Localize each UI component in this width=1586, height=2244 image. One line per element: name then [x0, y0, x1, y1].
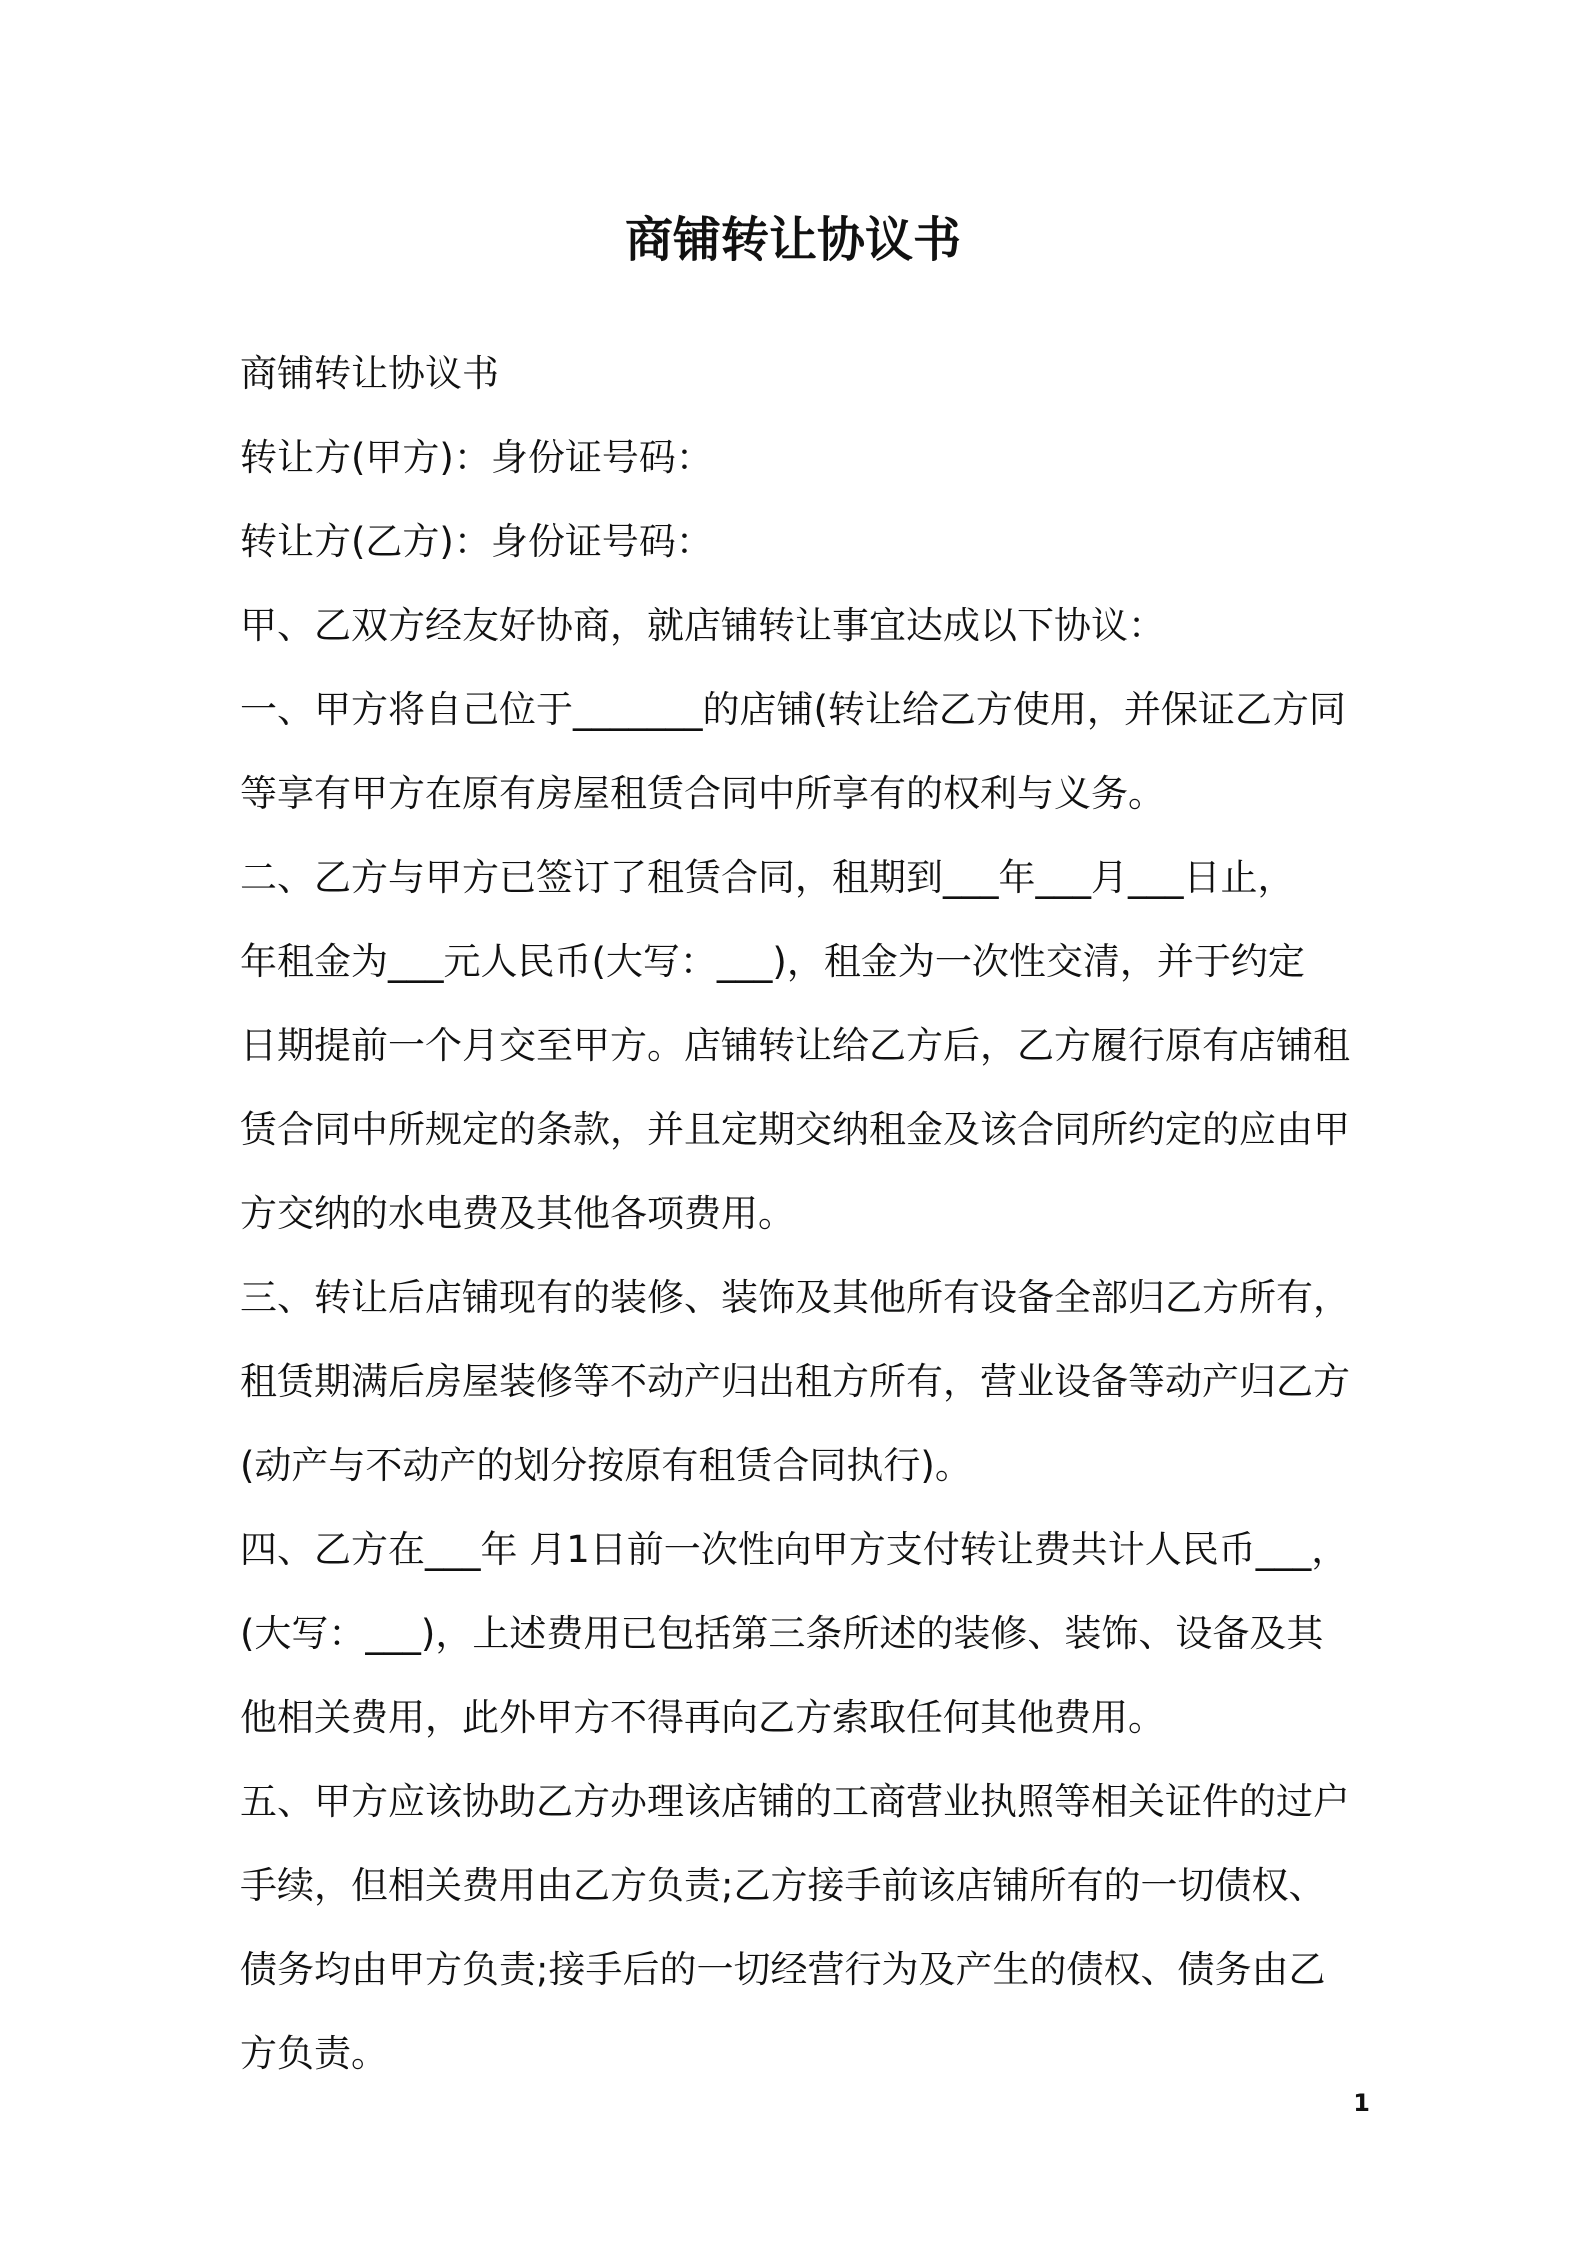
document-title: 商铺转让协议书 [624, 212, 961, 268]
document-line: 商铺转让协议书 [240, 352, 499, 395]
document-line: 一、甲方将自己位于_______的店铺(转让给乙方使用，并保证乙方同 [240, 688, 1346, 731]
document-line: 租赁期满后房屋装修等不动产归出租方所有，营业设备等动产归乙方 [240, 1360, 1350, 1403]
page-number: 1 [1353, 2089, 1370, 2117]
document-line: 日期提前一个月交至甲方。店铺转让给乙方后，乙方履行原有店铺租 [240, 1024, 1350, 1067]
document-line: 年租金为___元人民币(大写：___)，租金为一次性交清，并于约定 [240, 940, 1305, 983]
document-line: 债务均由甲方负责;接手后的一切经营行为及产生的债权、债务由乙 [240, 1948, 1326, 1991]
document-line: 赁合同中所规定的条款，并且定期交纳租金及该合同所约定的应由甲 [240, 1108, 1350, 1151]
document-line: 转让方(乙方)：身份证号码： [240, 520, 713, 563]
document-line: 他相关费用，此外甲方不得再向乙方索取任何其他费用。 [240, 1696, 1165, 1739]
document-line: (动产与不动产的划分按原有租赁合同执行)。 [240, 1444, 972, 1487]
document-line: (大写：___)，上述费用已包括第三条所述的装修、装饰、设备及其 [240, 1612, 1324, 1655]
document-line: 四、乙方在___年 月1日前一次性向甲方支付转让费共计人民币___， [240, 1528, 1349, 1571]
document-line: 三、转让后店铺现有的装修、装饰及其他所有设备全部归乙方所有， [240, 1276, 1350, 1319]
document-line: 方负责。 [240, 2032, 388, 2075]
document-line: 转让方(甲方)：身份证号码： [240, 436, 713, 479]
document-line: 等享有甲方在原有房屋租赁合同中所享有的权利与义务。 [240, 772, 1165, 815]
document-line: 五、甲方应该协助乙方办理该店铺的工商营业执照等相关证件的过户 [240, 1780, 1350, 1823]
document-body [240, 332, 1385, 2096]
document-line: 方交纳的水电费及其他各项费用。 [240, 1192, 795, 1235]
document-line: 手续，但相关费用由乙方负责;乙方接手前该店铺所有的一切债权、 [240, 1864, 1326, 1907]
document-line: 二、乙方与甲方已签订了租赁合同，租期到___年___月___日止， [240, 856, 1295, 899]
document-line: 甲、乙双方经友好协商，就店铺转让事宜达成以下协议： [240, 604, 1165, 647]
